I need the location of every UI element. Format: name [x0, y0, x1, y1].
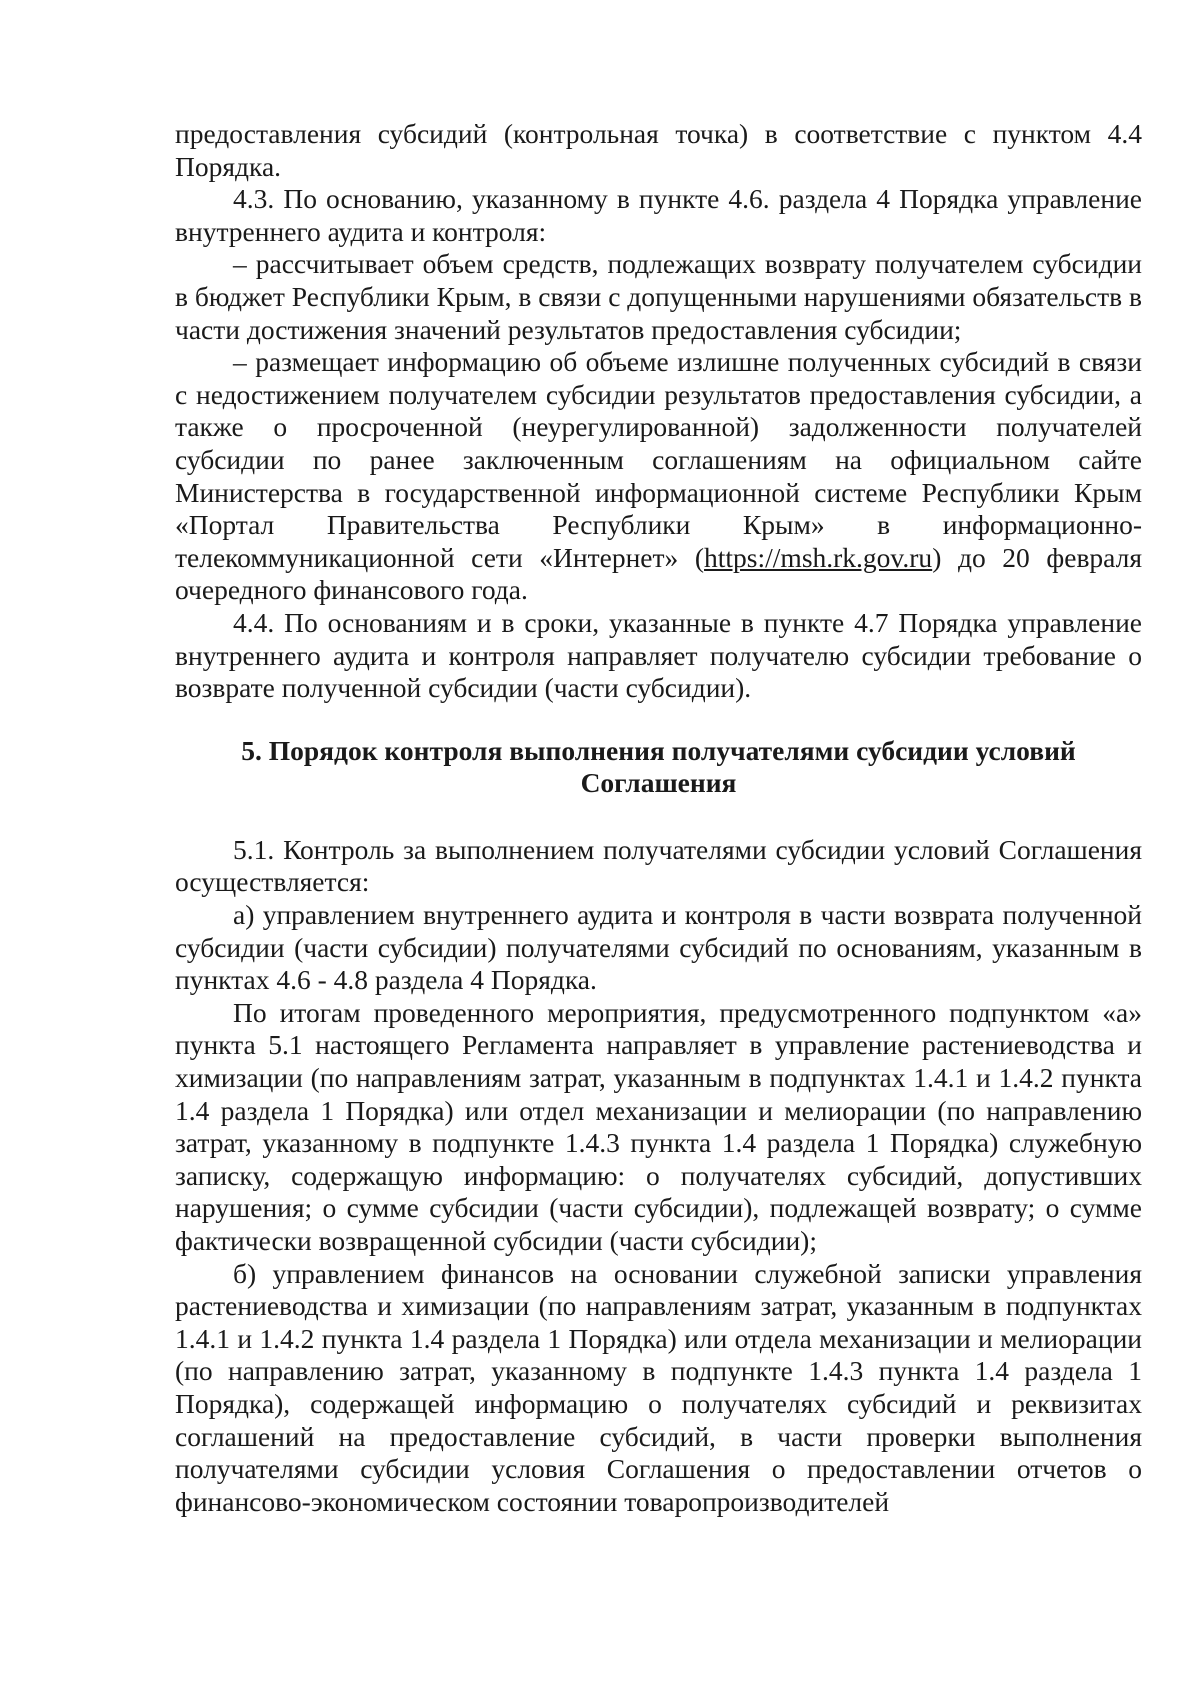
paragraph-4-4: 4.4. По основаниям и в сроки, указанные в пункте 4.7 Порядка управление внутреннего аудита и контроля направляет получателю субсидии требование о возврате полученной субсидии (части субсидии). — [175, 606, 1142, 704]
paragraph-5-1-a-results: По итогам проведенного мероприятия, предусмотренного подпунктом «а» пункта 5.1 настоящего Регламента направляет в управление растениеводства и химизации (по направлениям затрат, указанным в подпунктах 1.4.1 и 1.4.2 пункта 1.4 раздела 1 Порядка) или отдел механизации и мелиорации (по направлению затрат, указанному в подпункте 1.4.3 пункта 1.4 раздела 1 Порядка) служебную записку, содержащую информацию: о получателях субсидий, допустивших нарушения; о сумме субсидии (части субсидии), подлежащей возврату; о сумме фактически возвращенной субсидии (части субсидии); — [175, 996, 1142, 1256]
document-body — [175, 118, 1142, 1518]
section-5-heading-line-2: Соглашения — [580, 767, 737, 799]
item-2-text: – размещает информацию об объеме излишне полученных субсидий в связи с недостижением получателем субсидии результатов предоставления субсидии, а также о просроченной (неурегулированной) задолженности получателей субсидии по ранее заключенным соглашениям на официальном сайте Министерства в государственной информационной системе Республики Крым «Портал Правительства Республики Крым» в информационно-телекоммуникационной сети «Интернет» ( — [175, 346, 1142, 573]
paragraph-5-1-a: а) управлением внутреннего аудита и контроля в части возврата полученной субсидии (части субсидии) получателями субсидий по основаниям, указанным в пунктах 4.6 - 4.8 раздела 4 Порядка. — [175, 899, 1142, 996]
paragraph-4-3-item-1: – рассчитывает объем средств, подлежащих возврату получателем субсидии в бюджет Республики Крым, в связи с допущенными нарушениями обязательств в части достижения значений результатов предоставления субсидии; — [175, 248, 1142, 345]
section-5-heading — [175, 735, 1142, 800]
continuation-paragraph: предоставления субсидий (контрольная точка) в соответствие с пунктом 4.4 Порядка. — [175, 118, 1142, 182]
section-5-heading-line-1: 5. Порядок контроля выполнения получателями субсидии условий — [241, 734, 1076, 766]
ministry-website-link[interactable]: https://msh.rk.gov.ru — [704, 541, 933, 573]
paragraph-4-3-item-2 — [175, 346, 1142, 607]
paragraph-4-3: 4.3. По основанию, указанному в пункте 4.6. раздела 4 Порядка управление внутреннего аудита и контроля: — [175, 183, 1142, 247]
item-2-text-end: ) до 20 февраля очередного финансового года. — [175, 541, 1142, 606]
paragraph-5-1: 5.1. Контроль за выполнением получателями субсидии условий Соглашения осуществляется: — [175, 833, 1142, 898]
paragraph-5-1-b: б) управлением финансов на основании служебной записки управления растениеводства и химизации (по направлениям затрат, указанным в подпунктах 1.4.1 и 1.4.2 пункта 1.4 раздела 1 Порядка) или отдела механизации и мелиорации (по направлению затрат, указанному в подпункте 1.4.3 пункта 1.4 раздела 1 Порядка), содержащей информацию о получателях субсидий и реквизитах соглашений на предоставление субсидий, в части проверки выполнения получателями субсидии условия Соглашения о предоставлении отчетов о финансово-экономическом состоянии товаропроизводителей — [175, 1257, 1142, 1517]
